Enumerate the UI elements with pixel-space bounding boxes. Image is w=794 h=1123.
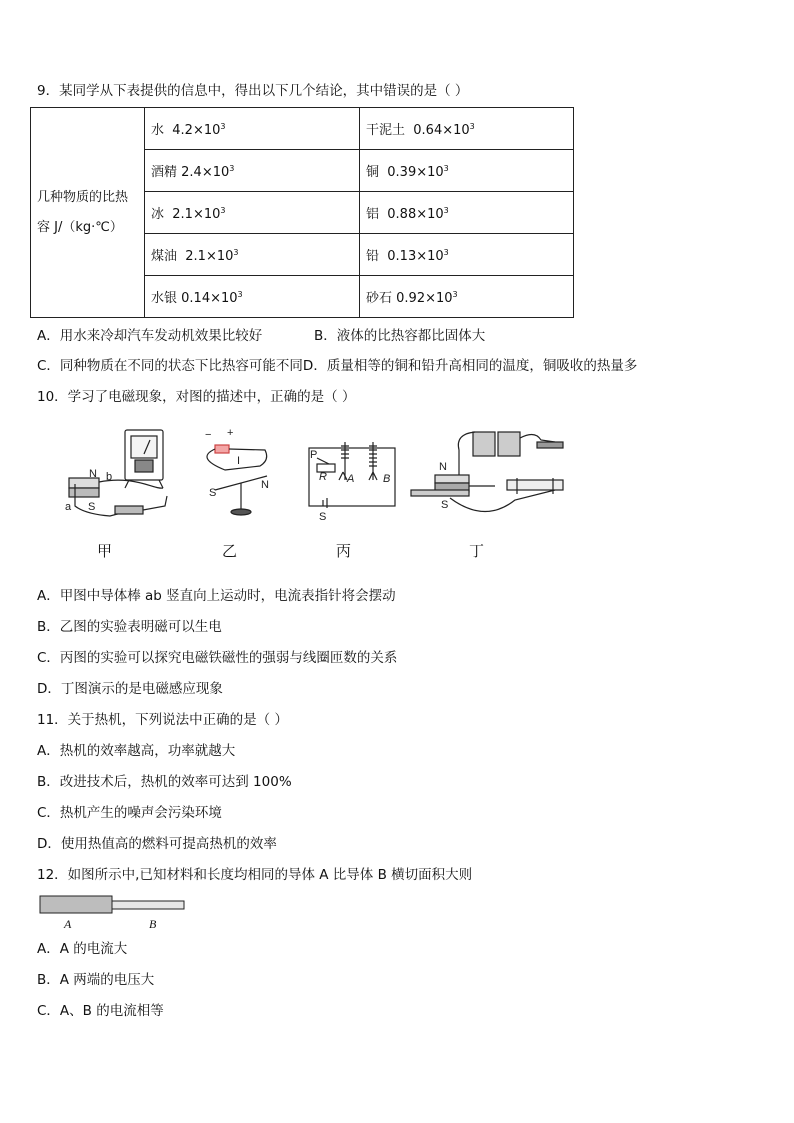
figure-label-yi: 乙: [222, 542, 238, 560]
ding-label-n: N: [439, 461, 447, 473]
figure-label-bing: 丙: [336, 542, 352, 560]
bing-label-b: B: [383, 473, 391, 485]
q12-option-b: B．A 两端的电压大: [37, 972, 155, 988]
figure-label-ding: 丁: [469, 542, 485, 560]
q10-option-c: C．丙图的实验可以探究电磁铁磁性的强弱与线圈匝数的关系: [37, 650, 398, 666]
q10-stem: 10．学习了电磁现象，对图的描述中，正确的是（ ）: [37, 389, 356, 405]
q12-option-a: A．A 的电流大: [37, 941, 128, 957]
row-header-line1: 几种物质的比热: [37, 189, 129, 205]
jia-label-n: N: [89, 468, 97, 480]
bing-label-s: S: [319, 511, 327, 523]
row-header-line2: 容 J/（kg·℃）: [37, 219, 123, 235]
ding-label-s: S: [441, 499, 449, 511]
q10-option-b: B．乙图的实验表明磁可以生电: [37, 619, 222, 635]
figure-ding: [411, 432, 563, 512]
q9-stem: 9．某同学从下表提供的信息中，得出以下几个结论，其中错误的是（ ）: [37, 83, 469, 99]
table-cell: 酒精 $2.4\times 10^3$: [145, 150, 360, 192]
table-cell: 铅 $0.13\times 10^3$: [360, 234, 574, 276]
q11-option-a: A．热机的效率越高，功率就越大: [37, 743, 236, 759]
yi-label-i: I: [237, 455, 241, 467]
figure-yi: [205, 427, 269, 515]
table-cell: 水银 $0.14\times 10^3$: [145, 276, 360, 318]
q11-option-b: B．改进技术后，热机的效率可达到 100%: [37, 774, 292, 790]
table-cell: 干泥土 $0.64\times 10^3$: [360, 108, 574, 150]
q10-option-d: D．丁图演示的是电磁感应现象: [37, 681, 223, 697]
conductor-diagram: [38, 894, 188, 916]
q11-stem: 11．关于热机，下列说法中正确的是（ ）: [37, 712, 288, 728]
conductor-b: [112, 901, 184, 909]
q11-option-c: C．热机产生的噪声会污染环境: [37, 805, 222, 821]
table-cell: 煤油 $2.1\times 10^3$: [145, 234, 360, 276]
figure-jia: [65, 430, 167, 516]
table-row-header: [31, 108, 145, 318]
bing-label-a: A: [347, 473, 355, 485]
table-cell: 铝 $0.88\times 10^3$: [360, 192, 574, 234]
table-cell: 铜 $0.39\times 10^3$: [360, 150, 574, 192]
jia-label-b: b: [106, 471, 113, 483]
conductor-label-a: A: [64, 917, 72, 931]
q9-option-b: B．液体的比热容都比固体大: [314, 328, 486, 344]
figure-label-jia: 甲: [97, 542, 113, 560]
q11-option-d: D．使用热值高的燃料可提高热机的效率: [37, 836, 277, 852]
yi-label-s: S: [209, 487, 217, 499]
yi-label-n: N: [261, 479, 269, 491]
electromagnetism-figures: [55, 420, 575, 565]
table-cell: 砂石 $0.92\times 10^3$: [360, 276, 574, 318]
q10-option-a: A．甲图中导体棒 ab 竖直向上运动时，电流表指针将会摆动: [37, 588, 396, 604]
conductor-label-b: B: [149, 917, 157, 931]
q12-stem: 12．如图所示中,已知材料和长度均相同的导体 A 比导体 B 横切面积大则: [37, 867, 473, 883]
jia-label-a: a: [65, 501, 72, 513]
yi-label-minus: −: [205, 429, 212, 441]
bing-label-r: R: [319, 471, 327, 483]
table-cell: 冰 $2.1\times 10^3$: [145, 192, 360, 234]
conductor-a: [40, 896, 112, 913]
q9-option-cd: C．同种物质在不同的状态下比热容可能不同D．质量相等的铜和铅升高相同的温度，铜吸收的热量多: [37, 358, 638, 374]
specific-heat-table: [30, 107, 574, 318]
jia-label-s: S: [88, 501, 96, 513]
bing-label-p: P: [310, 449, 318, 461]
table-cell: 水 $4.2\times 10^3$: [145, 108, 360, 150]
yi-label-plus: +: [227, 427, 234, 439]
q9-option-a: A．用水来冷却汽车发动机效果比较好: [37, 328, 263, 344]
q12-option-c: C．A、B 的电流相等: [37, 1003, 164, 1019]
figure-bing: [309, 442, 395, 523]
